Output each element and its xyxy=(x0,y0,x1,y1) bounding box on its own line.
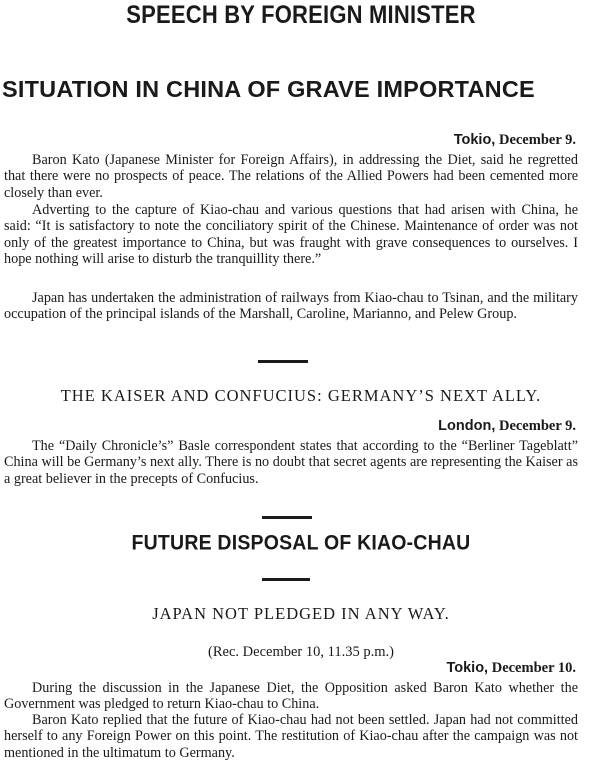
section1-paragraph-1 xyxy=(0,152,602,201)
section3-dateline-date: December 10. xyxy=(491,660,576,676)
section1-dateline-place: Tokio, xyxy=(453,132,496,148)
section1-paragraph-1-text: Baron Kato (Japanese Minister for Foreign Affairs), in addressing the Diet, said he regretted that there were no prospects of peace. The relations of the Allied Powers had been cemented more closely than ever. xyxy=(4,152,578,201)
section3-subtitle: JAPAN NOT PLEDGED IN ANY WAY. xyxy=(152,604,450,623)
section3-paragraph-2-text: Baron Kato replied that the future of Kiao-chau had not been settled. Japan had not committed herself to any Foreign Power on this point. The restitution of Kiao-chau after the campaign was not mentioned in the ultimatum to Germany. xyxy=(4,712,578,761)
section2-dateline-date: December 9. xyxy=(498,418,576,434)
divider-rule-2 xyxy=(262,516,312,519)
section3-paragraph-1-text: During the discussion in the Japanese Diet, the Opposition asked Baron Kato whether the Government was pledged to return Kiao-chau to China. xyxy=(4,680,578,713)
section2-title: THE KAISER AND CONFUCIUS: GERMANY’S NEXT ALLY. xyxy=(60,386,542,405)
section3-dateline xyxy=(446,660,576,677)
section3-paragraph-1 xyxy=(0,680,602,713)
section1-paragraph-3-text: Japan has undertaken the administration of railways from Kiao-chau to Tsinan, and the military occupation of the principal islands of the Marshall, Caroline, Marianno, and Pelew Group. xyxy=(4,290,578,323)
section2-dateline xyxy=(438,418,576,435)
section3-title: FUTURE DISPOSAL OF KIAO-CHAU xyxy=(131,530,471,556)
section1-paragraph-3 xyxy=(0,290,602,323)
section1-dateline xyxy=(454,132,576,149)
section3-paragraph-2 xyxy=(0,712,602,761)
section2-dateline-place: London, xyxy=(438,418,496,434)
section2-paragraph-1-text: The “Daily Chronicle’s” Basle correspondent states that according to the “Berliner Tageblatt” China will be Germany’s next ally. There is no doubt that secret agents are representing the Kaiser as a great believer in the precepts of Confucius. xyxy=(4,438,578,487)
section3-received: (Rec. December 10, 11.35 p.m.) xyxy=(208,644,394,660)
section2-paragraph-1 xyxy=(0,438,602,487)
section1-paragraph-2-text: Adverting to the capture of Kiao-chau and various questions that had arisen with China, he said: “It is satisfactory to note the conciliatory spirit of the Chinese. Maintenance of order was not only of the greatest importance to China, but was fraught with grave consequences to ourselves. I hope nothing will arise to disturb the tranquillity there.” xyxy=(4,202,578,267)
main-headline: SPEECH BY FOREIGN MINISTER xyxy=(126,0,476,29)
divider-rule-1 xyxy=(258,360,308,363)
section1-paragraph-2 xyxy=(0,202,602,267)
section1-dateline-date: December 9. xyxy=(498,132,576,148)
section3-dateline-place: Tokio, xyxy=(446,660,489,676)
divider-rule-3 xyxy=(262,578,310,581)
section1-title: SITUATION IN CHINA OF GRAVE IMPORTANCE xyxy=(2,76,535,102)
